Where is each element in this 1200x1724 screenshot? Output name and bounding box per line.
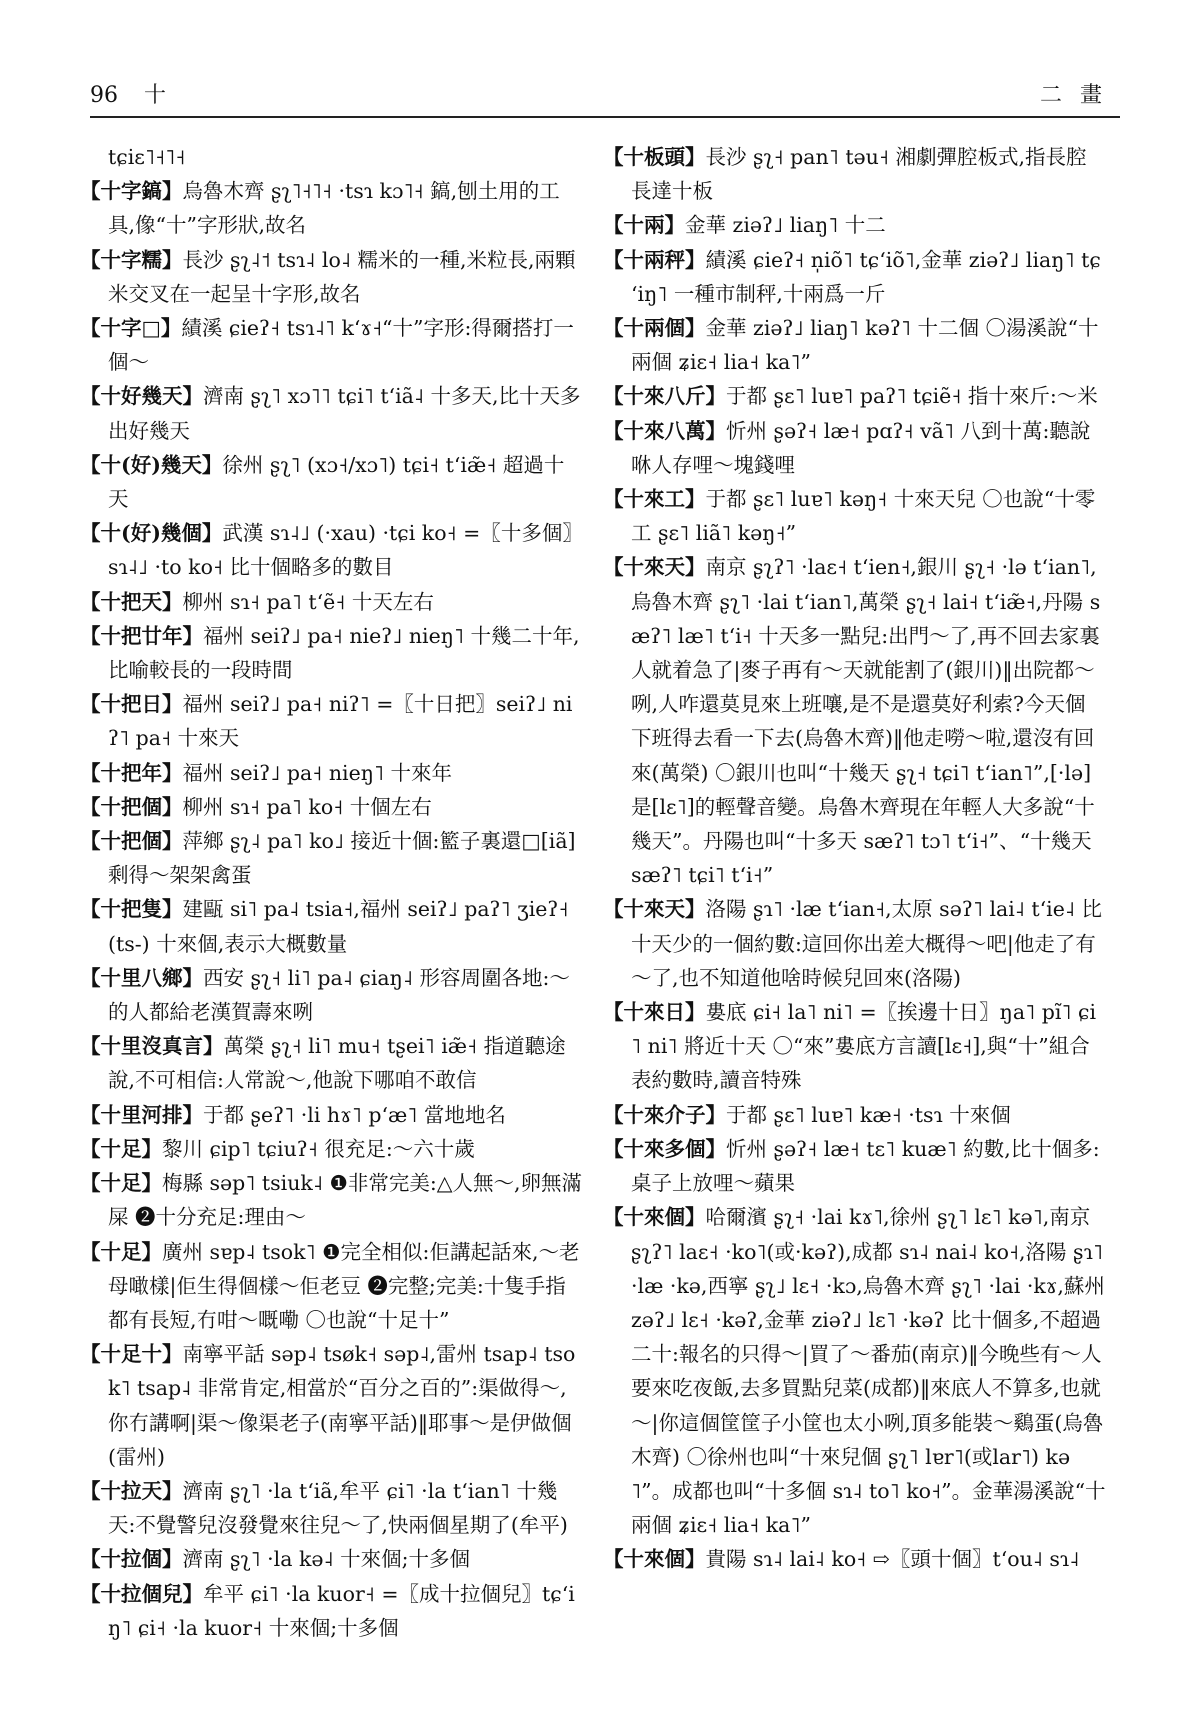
entry-headword: 【十里河排】 bbox=[80, 1102, 203, 1127]
entry-definition: 貴陽 sɿ˨ lai˨ ko˧ ⇨〖頭十個〗tʻou˨ sɿ˨ bbox=[705, 1547, 1080, 1572]
dictionary-entry bbox=[80, 1337, 583, 1474]
dictionary-entry bbox=[80, 174, 583, 242]
entry-definition: 忻州 ʂəʔ˧ læ˧ pɑʔ˧ vã˥ 八到十萬:聽說咻人存哩～塊錢哩 bbox=[631, 418, 1091, 477]
entry-definition: 牟平 ɕi˥ ·la kuor˧ =〖成十拉個兒〗tɕʻiŋ˥ ɕi˧ ·la kuor˧ 十來個;十多個 bbox=[108, 1581, 575, 1640]
dictionary-entry bbox=[80, 1098, 583, 1132]
left-column bbox=[80, 140, 583, 1710]
entry-definition: 洛陽 ʂɿ˥ ·læ tʻian˧,太原 səʔ˥ lai˨ tʻie˨ 比十天少的一個約數:這回你出差大概得～吧|他走了有～了,也不知道他啥時候兒回來(洛陽) bbox=[631, 897, 1102, 990]
entry-headword: 【十來天】 bbox=[603, 555, 706, 580]
entry-definition: 南寧平話 səp˨ tsøk˧ səp˨,雷州 tsap˨ tsok˥ tsap˨ 非常肯定,相當於“百分之百的”:渠做得～,你冇講啊|渠～像渠老子(南寧平話)‖耶事～是伊做個(雷州) bbox=[108, 1342, 576, 1469]
dictionary-entry bbox=[80, 1474, 583, 1542]
dictionary-entry bbox=[80, 1542, 583, 1576]
dictionary-entry bbox=[80, 1235, 583, 1338]
entry-definition: 福州 seiʔ˩ pa˧ nieŋ˥ 十來年 bbox=[182, 760, 453, 785]
entry-headword: 【十來個】 bbox=[603, 1205, 706, 1230]
dictionary-entry bbox=[80, 140, 583, 174]
entry-headword: 【十拉個】 bbox=[80, 1547, 183, 1572]
dictionary-entry bbox=[603, 379, 1106, 413]
dictionary-entry bbox=[603, 1542, 1106, 1576]
entry-headword: 【十來八斤】 bbox=[603, 384, 726, 409]
entry-definition: 于都 ʂɛ˥ luɐ˥ kæ˧ ·tsɿ 十來個 bbox=[726, 1102, 1011, 1127]
entry-definition: 福州 seiʔ˩ pa˧ niʔ˥ =〖十日把〗seiʔ˩ niʔ˥ pa˧ 十來天 bbox=[108, 692, 573, 751]
entry-headword: 【十把隻】 bbox=[80, 897, 183, 922]
dictionary-entry bbox=[603, 995, 1106, 1098]
dictionary-entry bbox=[80, 1029, 583, 1097]
entry-definition: 于都 ʂeʔ˥ ·li hɤ˥ pʻæ˥ 當地地名 bbox=[203, 1102, 506, 1127]
dictionary-entry bbox=[603, 311, 1106, 379]
entry-headword: 【十字□】 bbox=[80, 316, 182, 341]
dictionary-entry bbox=[80, 1132, 583, 1166]
entry-definition: 柳州 sɿ˧ pa˥ tʻẽ˧ 十天左右 bbox=[182, 589, 434, 614]
entry-definition: 婁底 ɕi˧ la˥ ni˥ =〖挨邊十日〗ŋa˥ pĩ˥ ɕi˥ ni˥ 將近十天 〇“來”婁底方言讀[lɛ˧],與“十”組合表約數時,讀音特殊 bbox=[631, 1000, 1097, 1093]
entry-definition: 梅縣 səp˥ tsiuk˨ ❶非常完美:△人無～,卵無滿屎 ❷十分充足:理由～ bbox=[108, 1171, 583, 1230]
entry-headword: 【十里八鄉】 bbox=[80, 965, 203, 990]
dictionary-entry bbox=[603, 140, 1106, 208]
dictionary-entry bbox=[603, 243, 1106, 311]
entry-headword: 【十拉天】 bbox=[80, 1478, 183, 1503]
dictionary-entry bbox=[603, 482, 1106, 550]
page-number-block bbox=[90, 78, 166, 109]
dictionary-entry bbox=[603, 892, 1106, 995]
entry-headword: 【十兩秤】 bbox=[603, 247, 706, 272]
page-header bbox=[90, 78, 1120, 118]
dictionary-entry bbox=[80, 892, 583, 960]
entry-headword: 【十足】 bbox=[80, 1171, 162, 1196]
entry-definition: 濟南 ʂʅ˥ ·la kə˨ 十來個;十多個 bbox=[182, 1547, 471, 1572]
dictionary-entry bbox=[80, 448, 583, 516]
dictionary-entry bbox=[80, 756, 583, 790]
entry-definition: 哈爾濱 ʂʅ˧ ·lai kɤ˥,徐州 ʂʅ˥ lɛ˥ kə˥,南京 ʂʅʔ˥ laɛ˧ ·ko˥(或·kəʔ),成都 sɿ˨ nai˨ ko˧,洛陽 ʂɿ˥ ·læ ·kə,西寧 ʂʅ˩ lɛ˧ ·kɔ,烏魯木齊 ʂʅ˥ ·lai ·kɤ,蘇州 zəʔ˩ lɛ˧ ·kəʔ,金華 ziəʔ˩ lɛ˥ ·kəʔ 比十個多,不超過二十:報名的只得～|買了～番茄(南京)‖今晚些有～人要來吃夜飯,去多買點兒菜(成都)‖來底人不算多,也就～|你這個筐筐子小筐也太小咧,頂多能裝～鷄蛋(烏魯木齊) 〇徐州也叫“十來兒個 ʂʅ˥ lɐr˥(或lar˥) kə˥”。成都也叫“十多個 sɿ˨ to˥ ko˧”。金華湯溪說“十兩個 ʑiɛ˧ lia˧ ka˥” bbox=[631, 1205, 1106, 1538]
entry-headword: 【十兩個】 bbox=[603, 316, 706, 341]
dictionary-entry bbox=[80, 243, 583, 311]
entry-headword: 【十足】 bbox=[80, 1239, 162, 1264]
dictionary-entry bbox=[80, 824, 583, 892]
entry-definition: 武漢 sɿ˨˩ (·xau) ·tɕi ko˧ =〖十多個〗sɿ˨˩ ·to ko˧ 比十個略多的數目 bbox=[108, 521, 583, 580]
entry-headword: 【十來工】 bbox=[603, 487, 706, 512]
entry-definition: 長沙 ʂʅ˧ pan˥ təu˧ 湘劇彈腔板式,指長腔長達十板 bbox=[631, 145, 1087, 204]
dictionary-entry bbox=[80, 379, 583, 447]
page-radical: 十 bbox=[144, 83, 167, 108]
entry-definition: 建甌 si˥ pa˨ tsia˧,福州 seiʔ˩ paʔ˥ ʒieʔ˧(ts-) 十來個,表示大概數量 bbox=[108, 897, 569, 956]
entry-headword: 【十把個】 bbox=[80, 794, 183, 819]
dictionary-entry bbox=[80, 1166, 583, 1234]
dictionary-entry bbox=[603, 1200, 1106, 1542]
entry-headword: 【十把年】 bbox=[80, 760, 183, 785]
entry-headword: 【十把日】 bbox=[80, 692, 183, 717]
entry-headword: 【十里沒真言】 bbox=[80, 1034, 224, 1059]
entry-definition: 于都 ʂɛ˥ luɐ˥ kəŋ˧ 十來天兒 〇也說“十零工 ʂɛ˥ liã˥ kəŋ˧” bbox=[631, 487, 1096, 546]
entry-definition: 柳州 sɿ˧ pa˥ ko˧ 十個左右 bbox=[182, 794, 432, 819]
dictionary-entry bbox=[603, 208, 1106, 242]
entry-definition: 廣州 sɐp˨ tsok˥ ❶完全相似:佢講起話來,～老母噉樣|佢生得個樣～佢老豆 ❷完整;完美:十隻手指都有長短,冇咁～嘅嘞 〇也說“十足十” bbox=[108, 1239, 580, 1332]
entry-headword: 【十把天】 bbox=[80, 589, 183, 614]
entry-definition: 烏魯木齊 ʂʅ˥˧˥˧ ·tsɿ kɔ˥˧ 鎬,刨土用的工具,像“十”字形狀,故名 bbox=[108, 179, 560, 238]
dictionary-entry bbox=[80, 961, 583, 1029]
entry-definition: 萬榮 ʂʅ˧ li˥ mu˧ tʂei˥ iæ̃˧ 指道聽途說,不可相信:人常說～,他說下哪咱不敢信 bbox=[108, 1034, 566, 1093]
entry-definition: 績溪 ɕieʔ˧ tsɿ˨˥ kʻɤ˧“十”字形:得爾搭打一個～ bbox=[108, 316, 574, 375]
entry-headword: 【十板頭】 bbox=[603, 145, 706, 169]
dictionary-entry bbox=[603, 1132, 1106, 1200]
dictionary-entry bbox=[80, 790, 583, 824]
entry-headword: 【十來個】 bbox=[603, 1547, 706, 1572]
entry-definition: 金華 ziəʔ˩ liaŋ˥ kəʔ˥ 十二個 〇湯溪說“十兩個 ʑiɛ˧ lia˧ ka˥” bbox=[631, 316, 1099, 375]
entry-headword: 【十足】 bbox=[80, 1136, 162, 1161]
section-title: 二畫 bbox=[1039, 83, 1120, 108]
entry-definition: 長沙 ʂʅ˨˦ tsɿ˨ lo˨ 糯米的一種,米粒長,兩顆米交叉在一起呈十字形,故名 bbox=[108, 247, 576, 306]
entry-headword: 【十兩】 bbox=[603, 213, 685, 238]
entry-definition: 金華 ziəʔ˩ liaŋ˥ 十二 bbox=[685, 213, 886, 238]
entry-headword: 【十好幾天】 bbox=[80, 384, 203, 409]
page-number: 96 bbox=[90, 83, 118, 108]
entry-headword: 【十來介子】 bbox=[603, 1102, 726, 1127]
dictionary-entry bbox=[603, 550, 1106, 892]
entry-definition: 濟南 ʂʅ˥ ·la tʻiã,牟平 ɕi˥ ·la tʻian˥ 十幾天:不覺警兒沒發覺來往兒～了,快兩個星期了(牟平) bbox=[108, 1478, 568, 1538]
entry-headword: 【十(好)幾個】 bbox=[80, 521, 223, 546]
dictionary-entry bbox=[80, 585, 583, 619]
entry-headword: 【十來天】 bbox=[603, 897, 706, 922]
entry-definition: 忻州 ʂəʔ˧ læ˧ tɛ˥ kuæ˥ 約數,比十個多:桌子上放哩～蘋果 bbox=[631, 1136, 1100, 1196]
entry-definition: 濟南 ʂʅ˥ xɔ˥˥ tɕi˥ tʻiã˨ 十多天,比十天多出好幾天 bbox=[108, 384, 581, 443]
dictionary-entry bbox=[603, 414, 1106, 482]
entry-definition: 西安 ʂʅ˧ li˥ pa˨ ɕiaŋ˨ 形容周圍各地:～的人都給老漢賀壽來咧 bbox=[108, 965, 570, 1025]
entry-definition: 績溪 ɕieʔ˧ n̩iõ˥ tɕʻiõ˥,金華 ziəʔ˩ liaŋ˥ tɕʻiŋ˥ 一種市制秤,十兩爲一斤 bbox=[631, 247, 1101, 306]
entry-headword: 【十來日】 bbox=[603, 1000, 706, 1025]
entry-headword: 【十來多個】 bbox=[603, 1136, 726, 1161]
entry-headword: 【十足十】 bbox=[80, 1342, 183, 1367]
dictionary-entry bbox=[80, 1577, 583, 1645]
entry-headword: 【十(好)幾天】 bbox=[80, 452, 223, 477]
entry-definition: 徐州 ʂʅ˥ (xɔ˧/xɔ˥) tɕi˧ tʻiæ̃˧ 超過十天 bbox=[108, 452, 565, 512]
dictionary-entry bbox=[80, 311, 583, 379]
header-rule bbox=[90, 116, 1120, 118]
entry-headword: 【十把個】 bbox=[80, 829, 183, 854]
dictionary-entry bbox=[80, 516, 583, 584]
dictionary-entry bbox=[80, 619, 583, 687]
entry-headword: 【十字鎬】 bbox=[80, 179, 183, 204]
entry-definition: 于都 ʂɛ˥ luɐ˥ paʔ˥ tɕiẽ˧ 指十來斤:～米 bbox=[726, 384, 1098, 409]
entry-definition: 萍鄉 ʂʅ˨ pa˥ ko˩ 接近十個:籃子裏還□[iã]剩得～架架禽蛋 bbox=[108, 829, 576, 888]
dictionary-entry bbox=[80, 687, 583, 755]
entry-headword: 【十拉個兒】 bbox=[80, 1581, 203, 1606]
dictionary-entry bbox=[603, 1098, 1106, 1132]
entry-headword: 【十來八萬】 bbox=[603, 418, 726, 443]
entry-definition: 福州 seiʔ˩ pa˧ nieʔ˩ nieŋ˥ 十幾二十年,比喻較長的一段時間 bbox=[108, 623, 580, 683]
entry-definition: 南京 ʂʅʔ˥ ·laɛ˧ tʻien˧,銀川 ʂʅ˧ ·lə tʻian˥,烏魯木齊 ʂʅ˥ ·lai tʻian˥,萬榮 ʂʅ˧ lai˧ tʻiæ̃˧,丹陽 sæʔ˥ læ˥ tʻi˧ 十天多一點兒:出門～了,再不回去家裏人就着急了|麥子再有～天就能割了(銀川)‖出院都～咧,人咋還莫見來上班嚷,是不是還莫好利索?今天個下班得去看一下去(烏魯木齊)‖他走嘮～啦,還沒有回來(萬榮) 〇銀川也叫“十幾天 ʂʅ˧ tɕi˥ tʻian˥”,[·lə]是[lɛ˥]的輕聲音變。烏魯木齊現在年輕人大多說“十幾天”。丹陽也叫“十多天 sæʔ˥ tɔ˥ tʻi˧”、“十幾天 sæʔ˥ tɕi˥ tʻi˧” bbox=[631, 555, 1101, 888]
right-column bbox=[603, 140, 1106, 1710]
entry-definition: 黎川 ɕip˥ tɕiuʔ˧ 很充足:～六十歲 bbox=[162, 1136, 475, 1161]
entry-definition: tɕiɛ˥˧˥˧ bbox=[108, 145, 186, 169]
entry-headword: 【十字糯】 bbox=[80, 247, 183, 272]
entry-headword: 【十把廿年】 bbox=[80, 623, 203, 648]
